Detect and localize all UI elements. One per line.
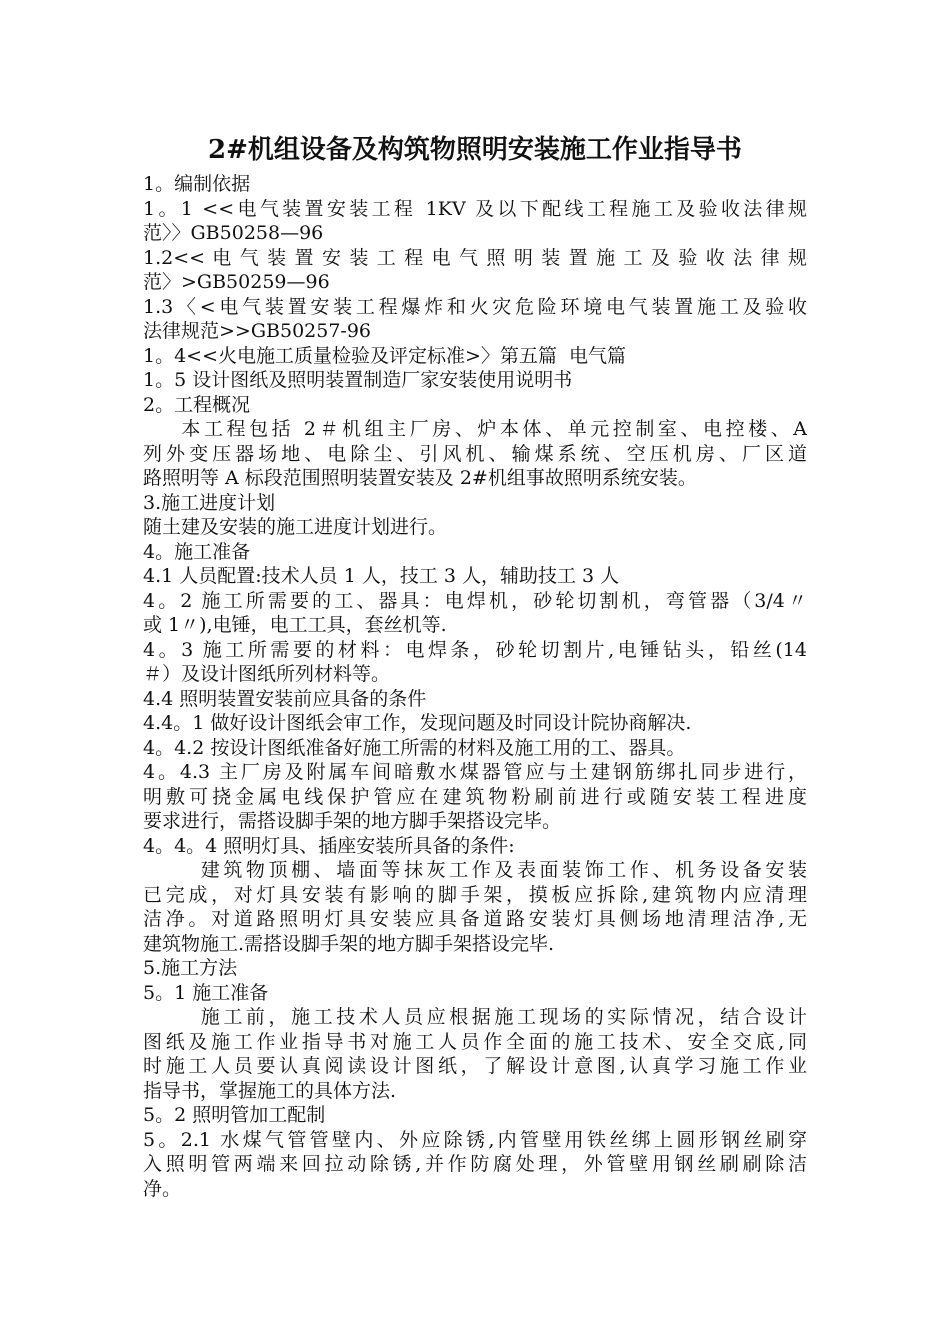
body-line: 指导书，掌握施工的具体方法. (143, 1079, 397, 1102)
body-line: 2。工程概况 (143, 393, 251, 416)
body-line: 入照明管两端来回拉动除锈,并作防腐处理，外管壁用钢丝刷刷除洁 (143, 1153, 807, 1175)
body-line: 图纸及施工作业指导书对施工人员作全面的施工技术、安全交底,同 (143, 1030, 807, 1053)
body-line: 3.施工进度计划 (143, 491, 276, 514)
body-line: 4.4。1 做好设计图纸会审工作，发现问题及时同设计院协商解决. (143, 712, 692, 734)
body-line: 已完成，对灯具安装有影响的脚手架，摸板应拆除,建筑物内应清理 (143, 883, 807, 906)
body-line: 4。4。4 照明灯具、插座安装所具备的条件: (143, 834, 515, 857)
body-line: 列外变压器场地、电除尘、引风机、输煤系统、空压机房、厂区道 (143, 442, 807, 465)
body-line: 1.3〈<电气装置安装工程爆炸和火灾危险环境电气装置施工及验收 (143, 295, 807, 318)
body-line: 5。2 照明管加工配制 (143, 1104, 326, 1126)
body-line: 4。3 施工所需要的材料：电焊条，砂轮切割片,电锤钻头，铅丝(14 (143, 638, 807, 661)
body-line: 明敷可挠金属电线保护管应在建筑物粉刷前进行或随安装工程进度 (143, 785, 807, 808)
body-line: 范〉〉GB50258—96 (143, 222, 324, 244)
body-line: 路照明等 A 标段范围照明装置安装及 2#机组事故照明系统安装。 (143, 467, 697, 489)
body-line: 1.2<< 电 气 装 置 安 装 工 程 电 气 照 明 装 置 施 工 及 验 收 法 律 规 (143, 246, 807, 269)
body-line: 范〉>GB50259—96 (143, 271, 330, 293)
body-line: 要求进行，需搭设脚手架的地方脚手架搭设完毕。 (143, 810, 562, 832)
body-line: 随土建及安装的施工进度计划进行。 (143, 516, 448, 538)
body-line: ＃）及设计图纸所列材料等。 (143, 663, 391, 685)
body-line: 4.4 照明装置安装前应具备的条件 (143, 687, 427, 710)
body-line: 4。4.2 按设计图纸准备好施工所需的材料及施工用的工、器具。 (143, 736, 686, 759)
body-line: 净。 (143, 1177, 182, 1200)
body-line: 5.施工方法 (143, 957, 238, 979)
body-line: 5。1 施工准备 (143, 981, 269, 1004)
body-line: 时施工人员要认真阅读设计图纸，了解设计意图,认真学习施工作业 (143, 1055, 807, 1077)
body-line: 法律规范>>GB50257-96 (143, 320, 372, 342)
body-line: 4。2 施工所需要的工、器具：电焊机，砂轮切割机，弯管器（3/4〃 (143, 589, 807, 612)
body-line: 洁净。对道路照明灯具安装应具备道路安装灯具侧场地清理洁净,无 (143, 908, 807, 930)
body-line: 4。施工准备 (143, 540, 251, 563)
body-line: 施工前，施工技术人员应根据施工现场的实际情况，结合设计 (143, 1006, 807, 1028)
body-line: 4。4.3 主厂房及附属车间暗敷水煤器管应与土建钢筋绑扎同步进行， (143, 761, 807, 783)
body-line: 1。编制依据 (143, 173, 251, 195)
body-line: 4.1 人员配置:技术人员 1 人，技工 3 人，辅助技工 3 人 (143, 565, 620, 587)
body-line: 或 1〃),电锤，电工工具，套丝机等. (143, 614, 447, 636)
body-line: 1。5 设计图纸及照明装置制造厂家安装使用说明书 (143, 369, 573, 391)
document-body (143, 172, 807, 1201)
body-line: 建筑物施工.需搭设脚手架的地方脚手架搭设完毕. (143, 932, 555, 955)
body-line: 本工程包括 2＃机组主厂房、炉本体、单元控制室、电控楼、A (143, 418, 807, 440)
document-page (143, 128, 807, 1201)
body-line: 1。1 <<电气装置安装工程 1KV 及以下配线工程施工及验收法律规 (143, 197, 807, 220)
document-title: 2#机组设备及构筑物照明安装施工作业指导书 (208, 135, 742, 165)
body-line: 建筑物顶棚、墙面等抹灰工作及表面装饰工作、机务设备安装 (143, 859, 807, 881)
body-line: 1。4<<火电施工质量检验及评定标准>〉第五篇 电气篇 (143, 344, 627, 367)
body-line: 5。2.1 水煤气管管壁内、外应除锈,内管壁用铁丝绑上圆形钢丝刷穿 (143, 1128, 807, 1151)
